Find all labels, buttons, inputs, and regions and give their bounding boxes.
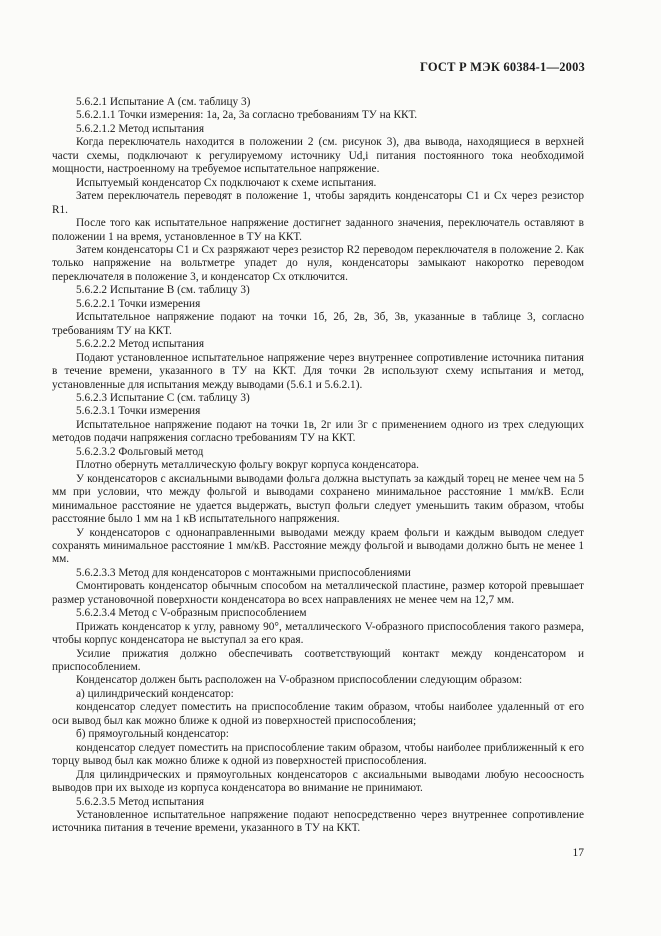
body-paragraph: Усилие прижатия должно обеспечивать соответствующий контакт между конденсатором и приспособлением.	[52, 647, 584, 674]
body-paragraph: После того как испытательное напряжение достигнет заданного значения, переключатель оставляют в положении 1 на время, установленное в ТУ на ККТ.	[52, 217, 584, 243]
section-heading: 5.6.2.3.4 Метод с V-образным приспособлением	[76, 607, 307, 620]
body-paragraph: конденсатор следует поместить на приспособление таким образом, чтобы наиболее удаленный от его оси вывод был как можно ближе к одной из поверхностей приспособления;	[52, 701, 584, 727]
section-heading: 5.6.2.3.5 Метод испытания	[76, 795, 205, 808]
section-heading: 5.6.2.3.3 Метод для конденсаторов с монтажными приспособлениями	[76, 566, 411, 579]
section-heading: 5.6.2.2 Испытание В (см. таблицу 3)	[76, 284, 250, 297]
body-paragraph: Установленное испытательное напряжение подают непосредственно через внутреннее сопротивление источника питания в течение времени, указанного в ТУ на ККТ.	[52, 809, 584, 835]
section-heading: 5.6.2.3.1 Точки измерения	[76, 405, 201, 418]
body-paragraph: Испытательное напряжение подают на точки 1в, 2г или 3г с применением одного из трех следующих методов подачи напряжения согласно требованиям ТУ на ККТ.	[52, 418, 584, 445]
body-paragraph: б) прямоугольный конденсатор:	[76, 728, 229, 741]
page-number: 17	[572, 847, 584, 859]
section-heading: 5.6.2.3 Испытание С (см. таблицу 3)	[76, 391, 250, 404]
body-paragraph: Затем конденсаторы C1 и Cx разряжают через резистор R2 переводом переключателя в положение 2. Как только напряжение на вольтметре упадет до нуля, конденсаторы замыкают накоротко переводом переключателя в положение 3, и конденсатор Cx отключится.	[52, 243, 584, 283]
body-paragraph: Испытательное напряжение подают на точки 1б, 2б, 2в, 3б, 3в, указанные в таблице 3, согласно требованиям ТУ на ККТ.	[52, 311, 584, 337]
body-paragraph: Прижать конденсатор к углу, равному 90°, металлического V-образного приспособления такого размера, чтобы корпус конденсатора не выступал за его края.	[52, 620, 584, 647]
body-paragraph: У конденсаторов с аксиальными выводами фольга должна выступать за каждый торец не менее чем на 5 мм при условии, что между фольгой и выводами сохранено минимальное расстояние 1 мм/кВ. Если минимальное расстояние не удается выдержать, выступ фольги следует уменьшить таким образом, чтобы расстояние было 1 мм на 1 кВ испытательного напряжения.	[52, 472, 584, 526]
body-paragraph: конденсатор следует поместить на приспособление таким образом, чтобы наиболее приближенный к его торцу вывод был как можно ближе к одной из поверхностей приспособления.	[52, 741, 584, 768]
body-paragraph: Для цилиндрических и прямоугольных конденсаторов с аксиальными выводами любую несоосность выводов при их выходе из корпуса конденсатора во внимание не принимают.	[52, 768, 584, 795]
standard-header: ГОСТ Р МЭК 60384-1—2003	[420, 60, 585, 74]
section-heading: 5.6.2.1 Испытание А (см. таблицу 3)	[76, 96, 251, 108]
body-paragraph: Подают установленное испытательное напряжение через внутреннее сопротивление источника питания в течение времени, указанного в ТУ на ККТ. Для точки 2в используют схему испытания и метод, установленные для испытания между выводами (5.6.1 и 5.6.2.1).	[52, 351, 584, 391]
body-paragraph: а) цилиндрический конденсатор:	[76, 687, 234, 700]
body-paragraph: У конденсаторов с однонаправленными выводами между краем фольги и каждым выводом следует сохранять минимальное расстояние 1 мм/кВ. Расстояние между фольгой и выводами должно быть не менее 1 мм.	[52, 526, 584, 566]
document-body	[52, 96, 584, 836]
body-paragraph: Испытуемый конденсатор Cx подключают к схеме испытания.	[76, 176, 377, 189]
section-heading: 5.6.2.2.2 Метод испытания	[76, 338, 205, 351]
body-paragraph: Смонтировать конденсатор обычным способом на металлической пластине, размер которой превышает размер установочной поверхности конденсатора во всех направлениях не менее чем на 12,7 мм.	[52, 580, 584, 606]
section-heading: 5.6.2.3.2 Фольговый метод	[76, 445, 204, 458]
body-paragraph: Когда переключатель находится в положении 2 (см. рисунок 3), два вывода, находящиеся в верхней части схемы, подключают к регулируемому источнику Ud,i питания постоянного тока необходимой мощности, настроенному на требуемое испытательное напряжение.	[52, 136, 584, 176]
body-paragraph: Плотно обернуть металлическую фольгу вокруг корпуса конденсатора.	[76, 459, 419, 472]
section-heading: 5.6.2.1.2 Метод испытания	[76, 122, 205, 135]
body-paragraph: Затем переключатель переводят в положение 1, чтобы зарядить конденсаторы C1 и Cx через резистор R1.	[52, 190, 584, 216]
section-heading: 5.6.2.2.1 Точки измерения	[76, 297, 201, 310]
body-paragraph: Конденсатор должен быть расположен на V-образном приспособлении следующим образом:	[76, 674, 523, 687]
section-heading: 5.6.2.1.1 Точки измерения: 1а, 2а, 3а согласно требованиям ТУ на ККТ.	[76, 109, 418, 122]
